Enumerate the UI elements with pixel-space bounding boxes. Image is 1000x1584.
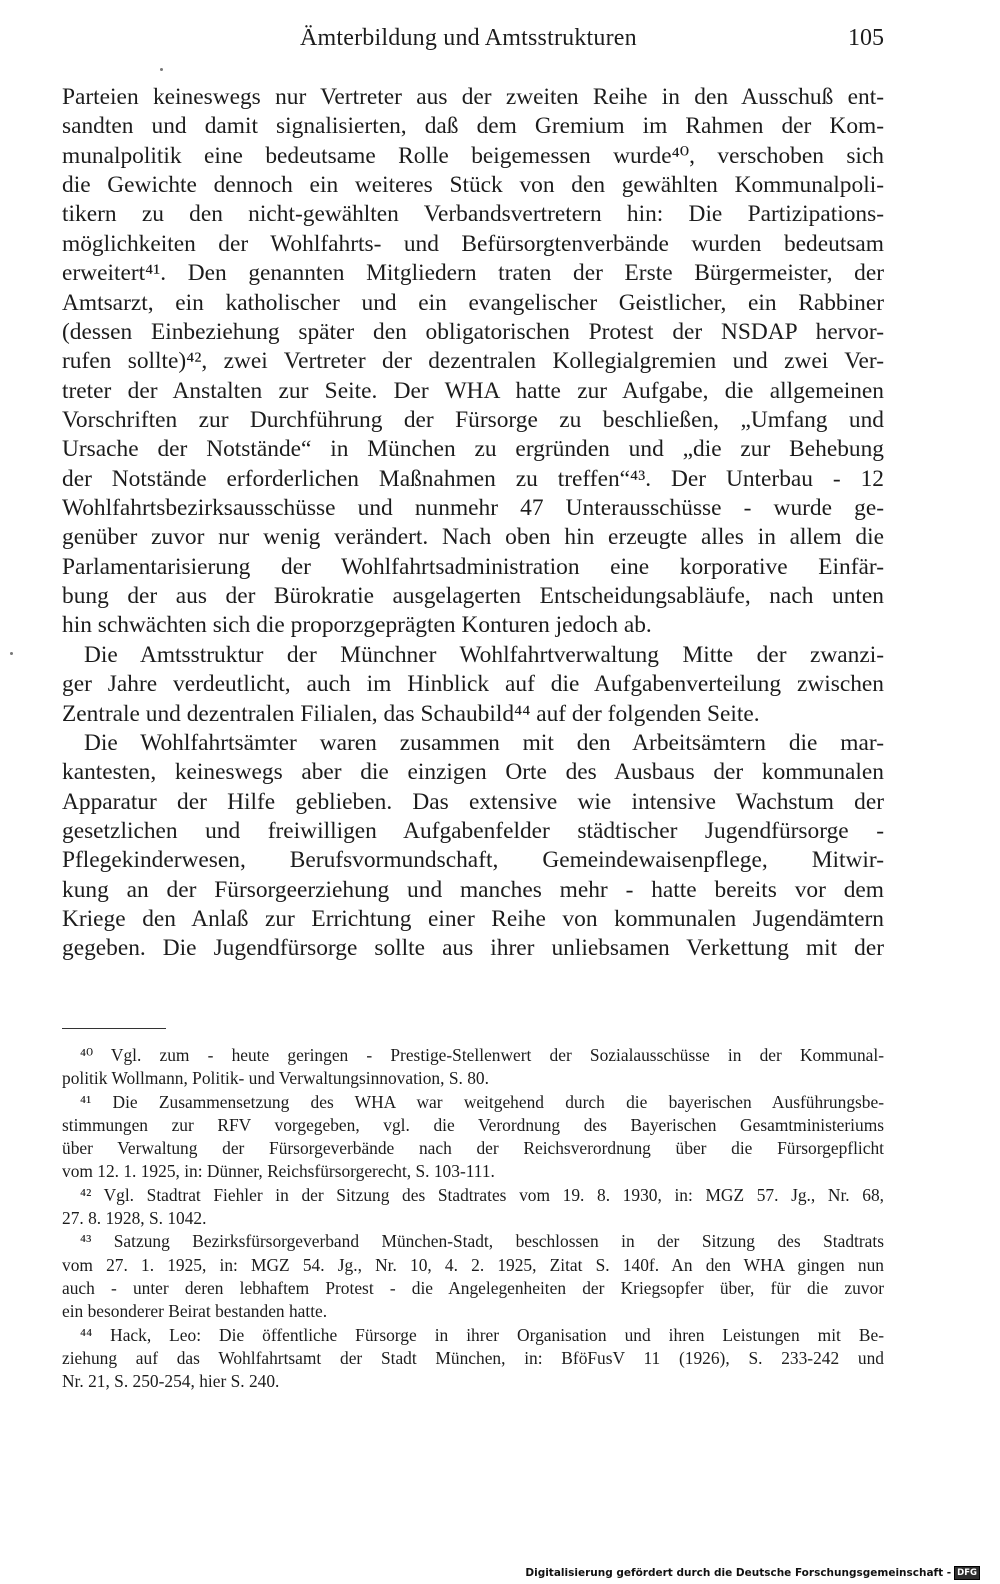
page-number: 105 (848, 25, 884, 51)
text-line: Parteien keineswegs nur Vertreter aus der zweiten Reihe in den Ausschuß ent- (62, 84, 884, 110)
footnote-line: ein besonderer Beirat bestanden hatte. (62, 1301, 328, 1322)
text-line: treter der Anstalten zur Seite. Der WHA hatte zur Aufgabe, die allgemeinen (62, 377, 884, 404)
text-line: (dessen Einbeziehung später den obligatorischen Protest der NSDAP hervor- (62, 318, 884, 345)
text-line: Wohlfahrtsbezirksausschüsse und nunmehr 47 Unterausschüsse - wurde ge- (62, 495, 884, 522)
footnote-line: ⁴⁴ Hack, Leo: Die öffentliche Fürsorge in ihrer Organisation und ihren Leistungen mit Be- (80, 1324, 884, 1345)
text-line: sandten und damit signalisierten, daß dem Gremium im Rahmen der Kom- (62, 113, 884, 140)
footnote-line: auch - unter deren lebhaftem Protest - die Angelegenheiten der Kriegsopfer über, für die zuvor (62, 1277, 884, 1298)
running-title: Ämterbildung und Amtsstrukturen (300, 25, 637, 51)
text-line: die Gewichte dennoch ein weiteres Stück von den gewählten Kommunalpoli- (62, 172, 884, 199)
footnotes (62, 1044, 884, 1393)
text-line: Zentrale und dezentralen Filialen, das Schaubild⁴⁴ auf der folgenden Seite. (62, 700, 760, 727)
text-line: Kriege den Anlaß zur Errichtung einer Reihe von kommunalen Jugendämtern (62, 906, 884, 933)
text-line: kantesten, keineswegs aber die einzigen Orte des Ausbaus der kommunalen (62, 759, 884, 786)
text-line: kung an der Fürsorgeerziehung und manches mehr - hatte bereits vor dem (62, 876, 884, 903)
text-line: gesetzlichen und freiwilligen Aufgabenfelder städtischer Jugendfürsorge - (62, 817, 884, 844)
text-line: tikern zu den nicht-gewählten Verbandsvertretern hin: Die Partizipations- (62, 201, 884, 228)
text-line: genüber zuvor nur wenig verändert. Nach oben hin erzeugte alles in allem die (62, 524, 884, 551)
text-line: Parlamentarisierung der Wohlfahrtsadministration eine korporative Einfär- (62, 553, 884, 580)
footnote-line: 27. 8. 1928, S. 1042. (62, 1208, 207, 1229)
text-line: hin schwächten sich die proporzgeprägten Konturen jedoch ab. (62, 612, 652, 639)
digitization-credit (525, 1566, 980, 1580)
footnote-line: vom 27. 1. 1925, in: MGZ 54. Jg., Nr. 10, 4. 2. 1925, Zitat S. 140f. An den WHA gingen nun (62, 1254, 884, 1275)
text-line: Die Wohlfahrtsämter waren zusammen mit den Arbeitsämtern die mar- (84, 729, 884, 756)
footnote-line: politik Wollmann, Politik- und Verwaltungsinnovation, S. 80. (62, 1068, 489, 1089)
text-line: Amtsarzt, ein katholischer und ein evangelischer Geistlicher, ein Rabbiner (62, 289, 884, 316)
footnote-line: stimmungen zur RFV vorgegeben, vgl. die Verordnung des Bayerischen Gesamtministeriums (62, 1114, 884, 1135)
footnote-line: über Verwaltung der Fürsorgeverbände nach der Reichsverordnung über die Fürsorgepflicht (62, 1138, 884, 1159)
footnote-line: ziehung auf das Wohlfahrtsamt der Stadt München, in: BföFusV 11 (1926), S. 233-242 und (62, 1347, 884, 1368)
text-line: ger Jahre verdeutlicht, auch im Hinblick auf die Aufgabenverteilung zwischen (62, 671, 884, 698)
text-line: Vorschriften zur Durchführung der Fürsorge zu beschließen, „Umfang und (62, 406, 884, 433)
text-line: bung der aus der Bürokratie ausgelagerten Entscheidungsabläufe, nach unten (62, 583, 884, 610)
dfg-logo: DFG (954, 1566, 980, 1580)
footnote-line: vom 12. 1. 1925, in: Dünner, Reichsfürsorgerecht, S. 103-111. (62, 1161, 495, 1182)
footnote-separator (62, 1028, 166, 1029)
text-line: der Notstände erforderlichen Maßnahmen zu treffen“⁴³. Der Unterbau - 12 (62, 465, 884, 492)
text-line: munalpolitik eine bedeutsame Rolle beigemessen wurde⁴⁰, verschoben sich (62, 142, 884, 169)
scan-speck (10, 652, 13, 655)
text-line: möglichkeiten der Wohlfahrts- und Befürsorgtenverbände wurden bedeutsam (62, 230, 884, 257)
text-line: Pflegekinderwesen, Berufsvormundschaft, Gemeindewaisenpflege, Mitwir- (62, 847, 884, 874)
text-line: Die Amtsstruktur der Münchner Wohlfahrtverwaltung Mitte der zwanzi- (84, 641, 884, 668)
text-line: gegeben. Die Jugendfürsorge sollte aus ihrer unliebsamen Verkettung mit der (62, 935, 884, 962)
footnote-line: ⁴⁰ Vgl. zum - heute geringen - Prestige-Stellenwert der Sozialausschüsse in der Kommunal- (80, 1045, 884, 1065)
text-line: rufen sollte)⁴², zwei Vertreter der dezentralen Kollegialgremien und zwei Ver- (62, 348, 884, 375)
text-line: Ursache der Notstände“ in München zu ergründen und „die zur Behebung (62, 436, 884, 463)
footnote-line: ⁴¹ Die Zusammensetzung des WHA war weitgehend durch die bayerischen Ausführungsbe- (80, 1091, 884, 1112)
footnote-line: ⁴³ Satzung Bezirksfürsorgeverband München-Stadt, beschlossen in der Sitzung des Stadtrats (80, 1231, 884, 1252)
text-line: erweitert⁴¹. Den genannten Mitgliedern traten der Erste Bürgermeister, der (62, 260, 884, 287)
credit-text: Digitalisierung gefördert durch die Deutsche Forschungsgemeinschaft - (525, 1567, 952, 1579)
footnote-line: ⁴² Vgl. Stadtrat Fiehler in der Sitzung des Stadtrates vom 19. 8. 1930, in: MGZ 57. Jg., Nr. 68, (80, 1184, 884, 1205)
footnote-line: Nr. 21, S. 250-254, hier S. 240. (62, 1371, 280, 1392)
main-text (62, 83, 884, 964)
scan-speck (160, 68, 163, 71)
text-line: Apparatur der Hilfe geblieben. Das extensive wie intensive Wachstum der (62, 788, 884, 815)
